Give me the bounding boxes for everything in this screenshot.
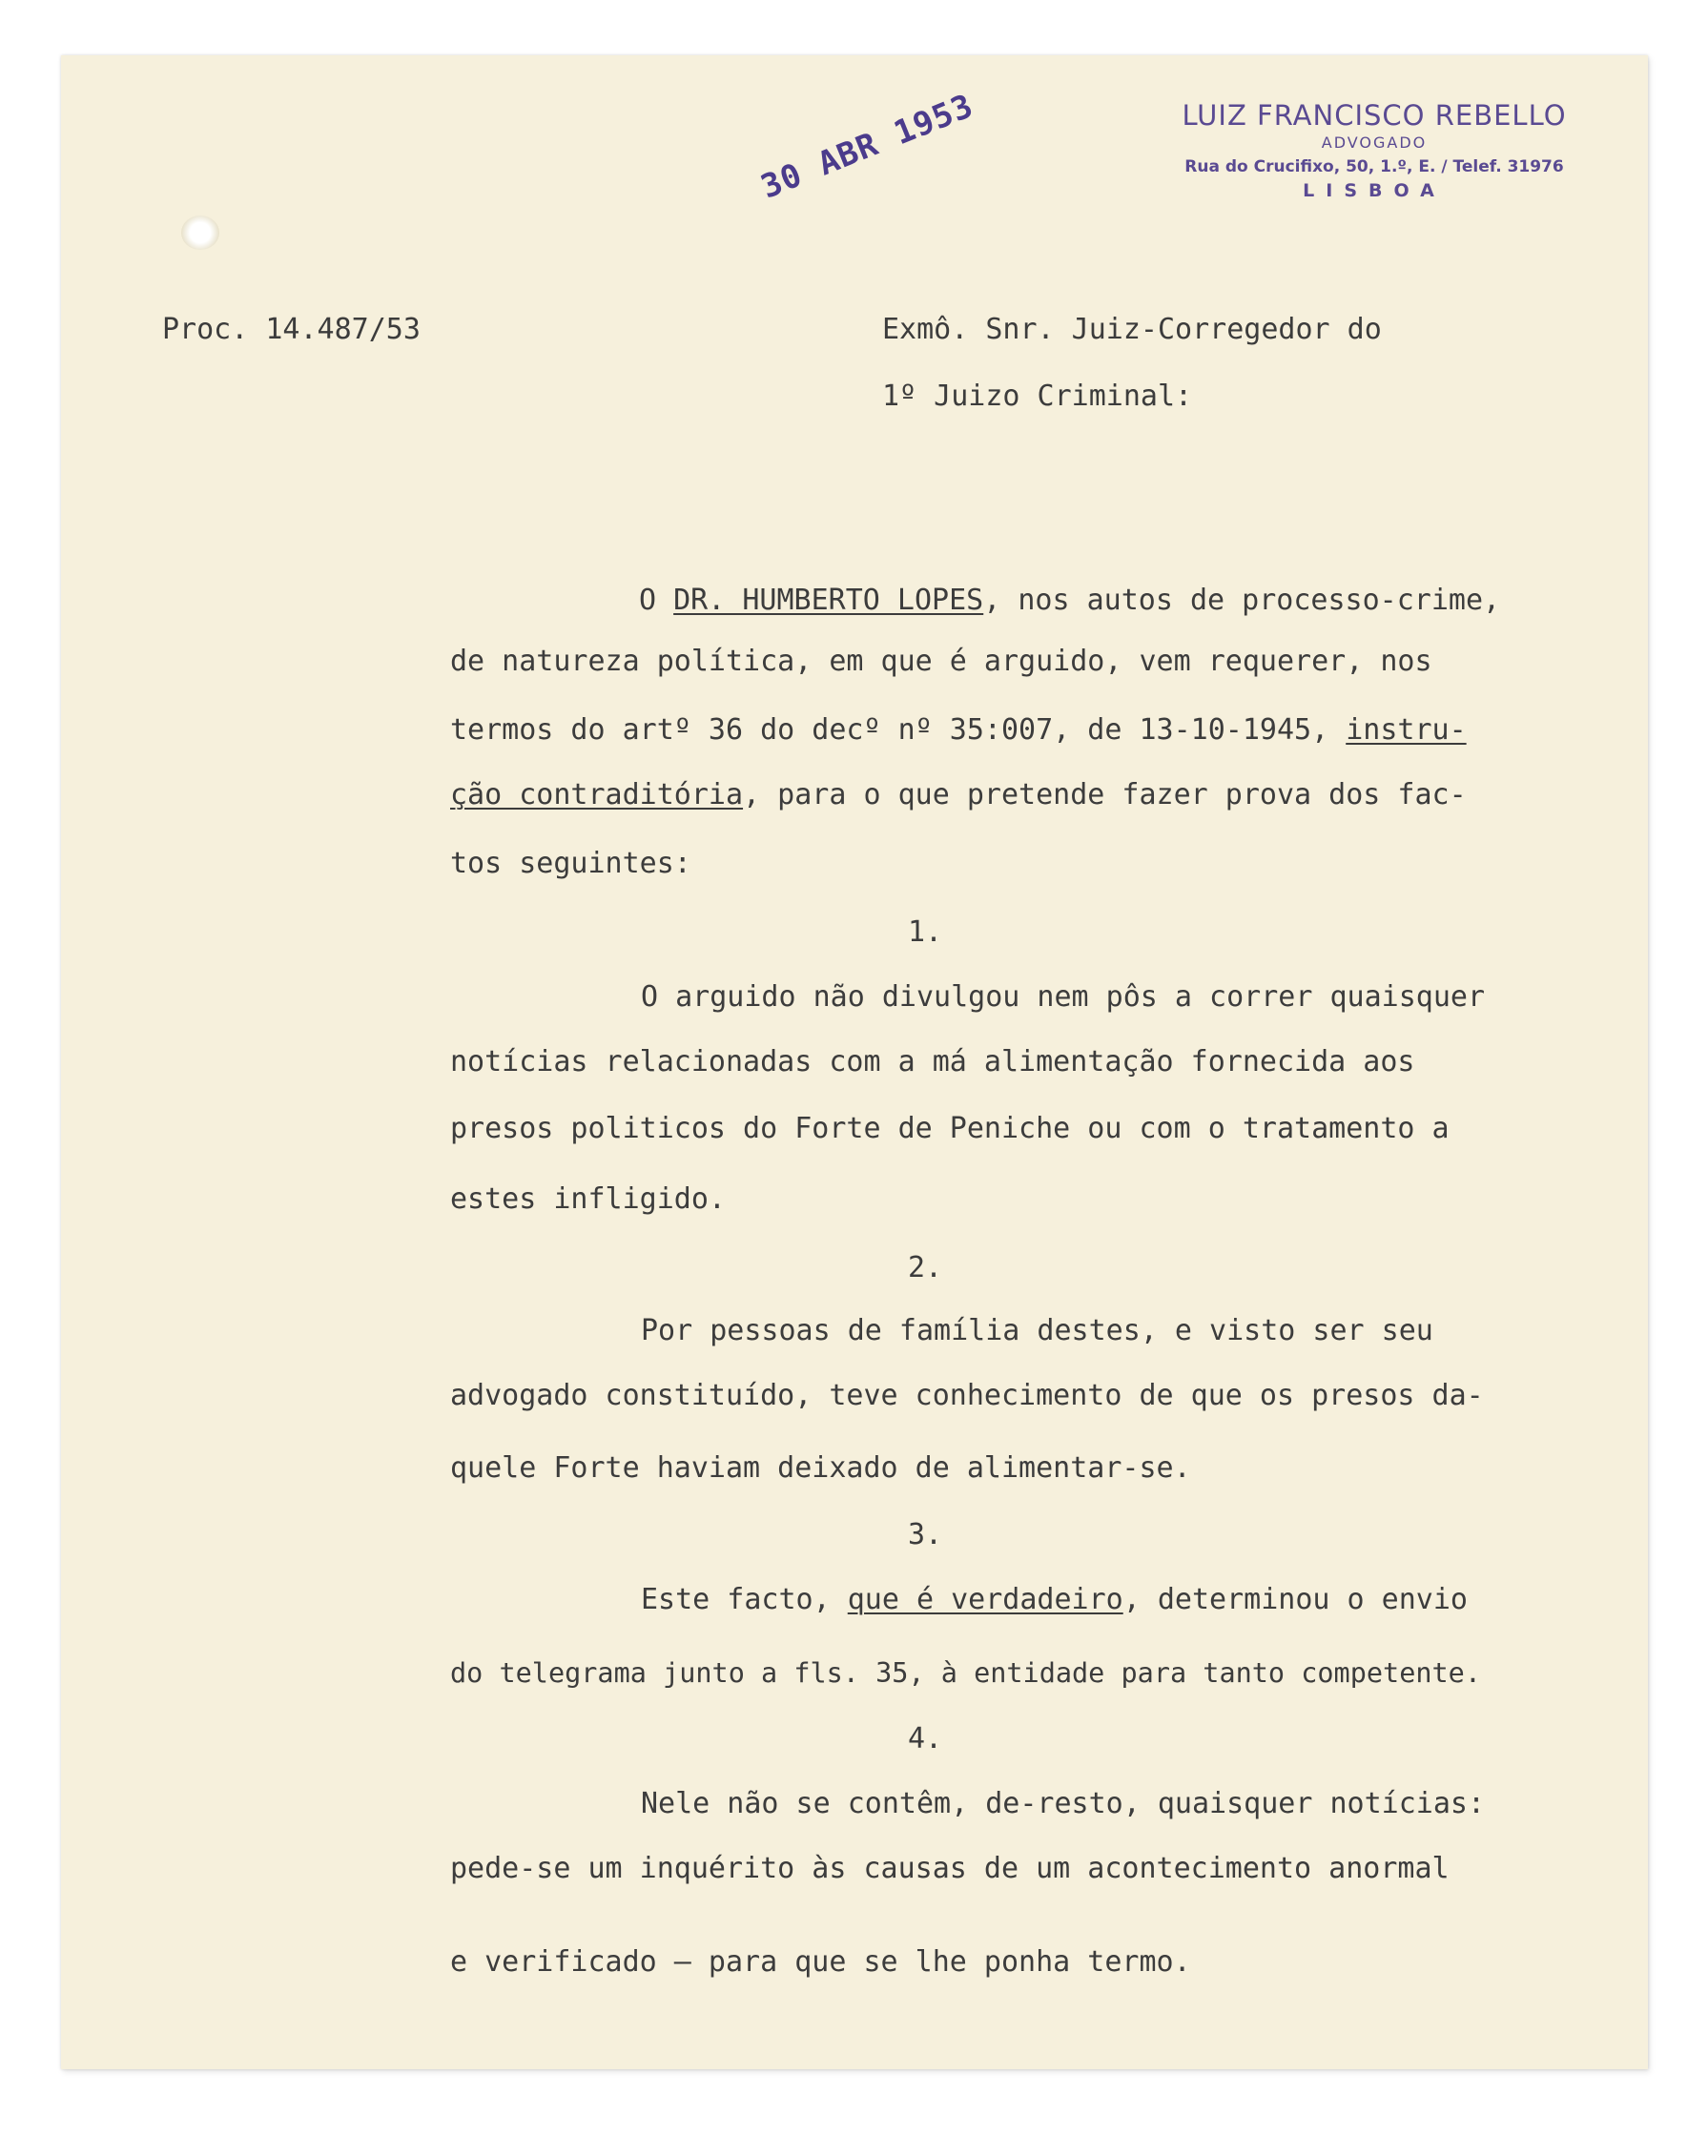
- letterhead-name: LUIZ FRANCISCO REBELLO: [1182, 99, 1567, 132]
- section-3-line-1-text: Este facto,: [641, 1583, 848, 1616]
- section-2-line-3: quele Forte haviam deixado de alimentar-se.: [450, 1451, 1191, 1485]
- section-3-line-1-underlined: que é verdadeiro: [847, 1583, 1123, 1616]
- section-1-line-1: O arguido não divulgou nem pôs a correr quaisquer: [641, 980, 1486, 1014]
- paper-damage: [181, 216, 219, 250]
- intro-line-1: [639, 584, 1500, 617]
- intro-line-2: de natureza política, em que é arguido, vem requerer, nos: [450, 645, 1432, 678]
- intro-line-4-underlined: ção contraditória: [450, 778, 744, 811]
- intro-line-4: [450, 778, 1467, 811]
- letterhead-address: Rua do Crucifixo, 50, 1.º, E. / Telef. 31976: [1184, 157, 1564, 176]
- defendant-name: DR. HUMBERTO LOPES: [673, 584, 984, 617]
- section-number: 4.: [908, 1722, 943, 1756]
- section-1-line-2: notícias relacionadas com a má alimentação fornecida aos: [450, 1045, 1415, 1078]
- intro-line-3-underlined: instru-: [1346, 713, 1467, 747]
- date-stamp: 30 ABR 1953: [755, 86, 979, 207]
- section-3-line-1-rest: , determinou o envio: [1122, 1583, 1468, 1616]
- section-3-line-2: do telegrama junto a fls. 35, à entidade para tanto competente.: [450, 1657, 1481, 1689]
- section-3-line-1: [641, 1583, 1468, 1616]
- letterhead-city: LISBOA: [1303, 180, 1446, 201]
- section-number: 1.: [908, 915, 943, 949]
- section-number: 2.: [908, 1251, 943, 1284]
- section-1-line-4: estes infligido.: [450, 1182, 726, 1216]
- intro-line-4-rest: , para o que pretende fazer prova dos fac-: [743, 778, 1467, 811]
- bleed-through-text: [486, 360, 504, 394]
- letterhead: [1155, 99, 1594, 201]
- section-4-line-1: Nele não se contêm, de-resto, quaisquer notícias:: [641, 1787, 1486, 1820]
- intro-line-1-rest: , nos autos de processo-crime,: [983, 584, 1501, 617]
- section-1-line-3: presos politicos do Forte de Peniche ou com o tratamento a: [450, 1112, 1450, 1145]
- addressee-line-2: 1º Juizo Criminal:: [882, 380, 1193, 413]
- intro-prefix: O: [639, 584, 674, 617]
- section-4-line-3: e verificado — para que se lhe ponha termo.: [450, 1945, 1191, 1979]
- letterhead-role: ADVOGADO: [1321, 133, 1428, 152]
- process-number: Proc. 14.487/53: [162, 313, 421, 346]
- section-2-line-1: Por pessoas de família destes, e visto ser seu: [641, 1314, 1433, 1347]
- section-number: 3.: [908, 1518, 943, 1551]
- addressee-line-1: Exmô. Snr. Juiz-Corregedor do: [882, 313, 1382, 346]
- section-4-line-2: pede-se um inquérito às causas de um acontecimento anormal: [450, 1852, 1450, 1885]
- intro-line-5: tos seguintes:: [450, 847, 691, 880]
- intro-line-3-text: termos do artº 36 do decº nº 35:007, de 13-10-1945,: [450, 713, 1347, 747]
- section-2-line-2: advogado constituído, teve conhecimento de que os presos da-: [450, 1379, 1484, 1412]
- intro-line-3: [450, 713, 1467, 747]
